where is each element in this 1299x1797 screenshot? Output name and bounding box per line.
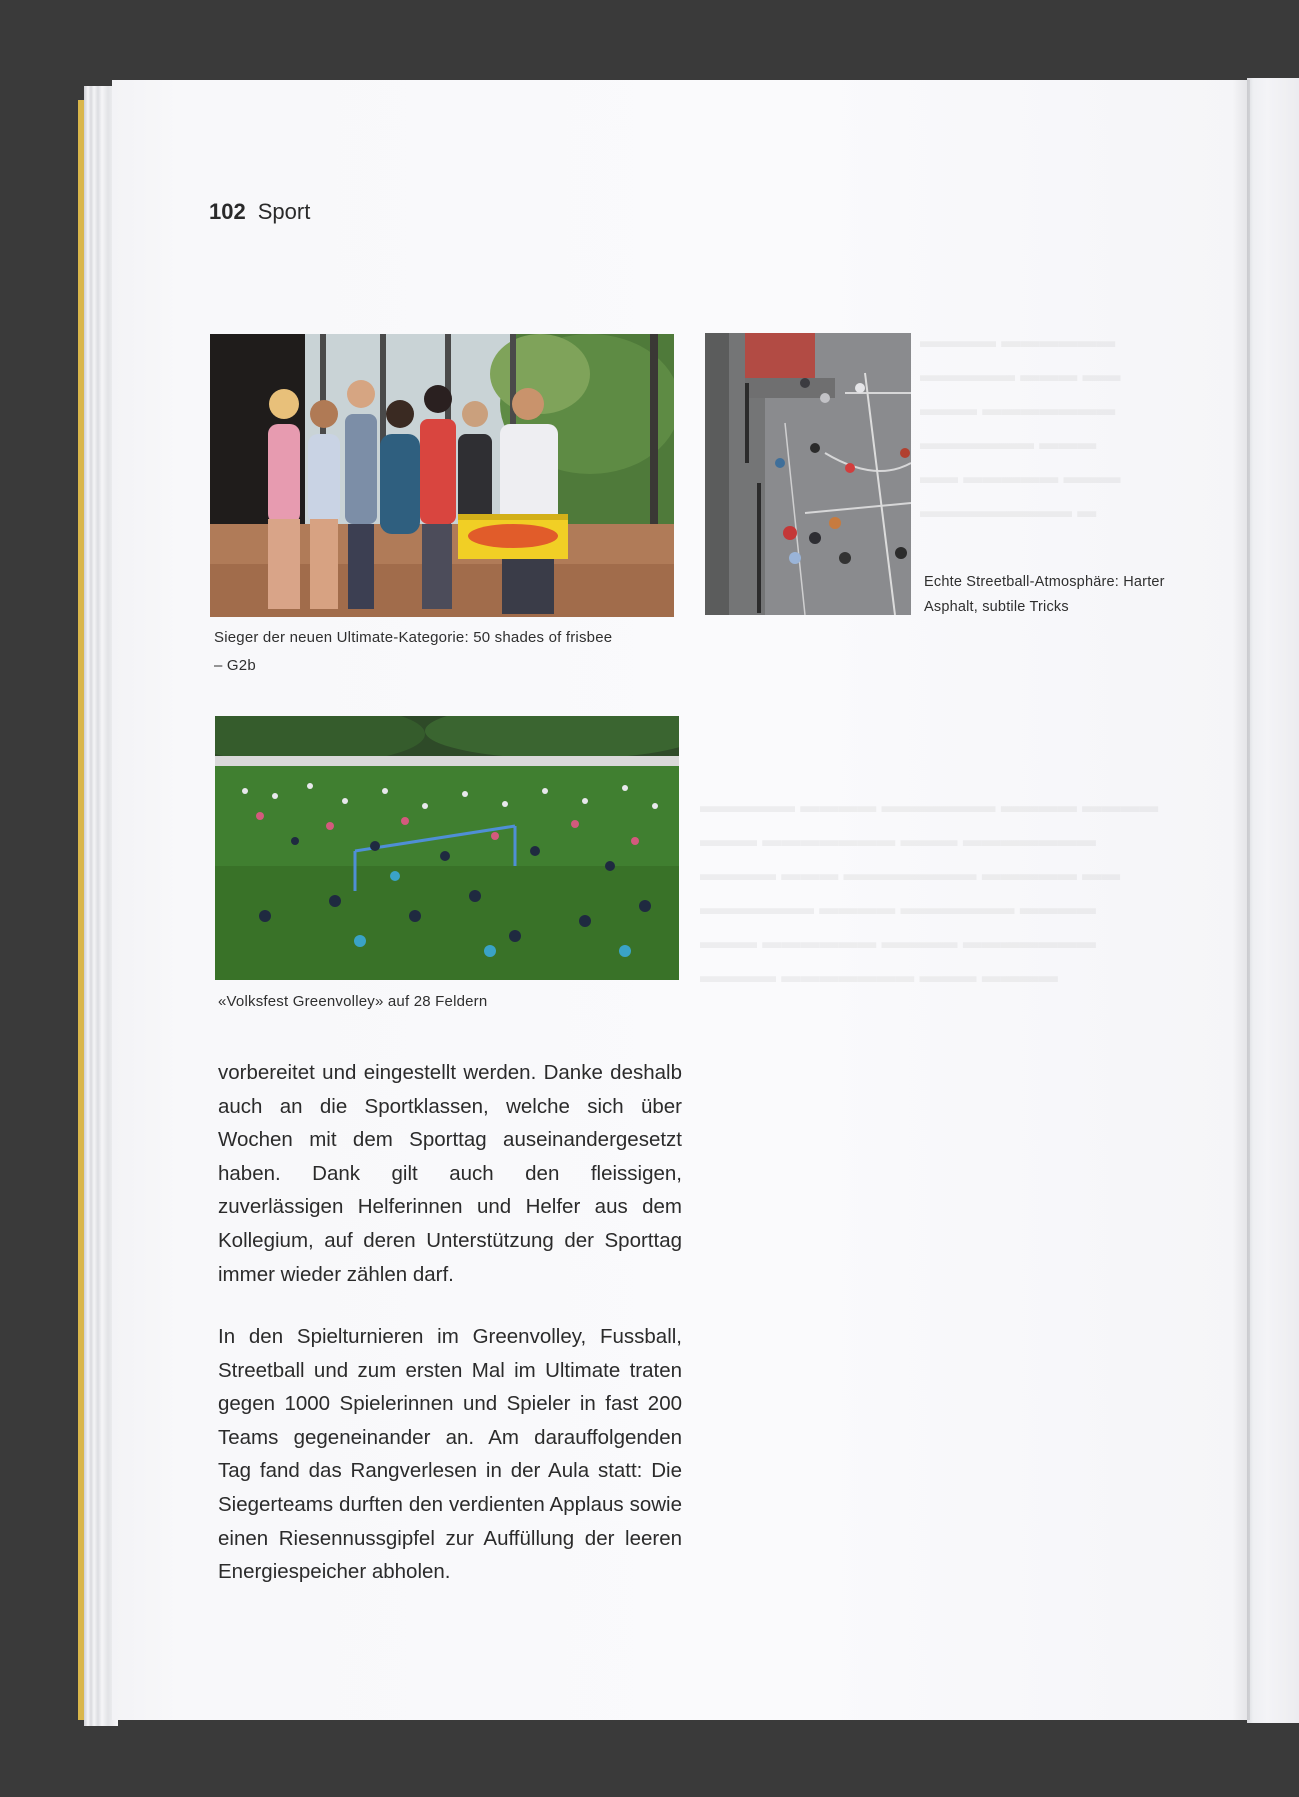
body-paragraph-1: vorbereitet und eingestellt werden. Danke deshalb auch an die Sportklassen, welche sich über Wochen mit dem Sporttag auseinandergesetzt haben. Dank gilt auch den fleissigen, zuverlässigen Helferinnen und Helfer aus dem Kollegium, auf deren Unterstützung der Sporttag immer wieder zählen darf. xyxy=(218,1061,682,1286)
greenvolley-photo-caption: «Volksfest Greenvolley» auf 28 Feldern xyxy=(218,993,488,1010)
facing-page-edge xyxy=(1247,78,1299,1723)
body-text xyxy=(218,1056,682,1291)
page-number: 102 xyxy=(209,199,246,224)
team-group-photo xyxy=(210,334,674,617)
bleed-through-text: ▬▬▬▬ ▬▬▬▬▬▬ ▬▬▬▬▬ ▬▬▬ ▬▬ ▬▬▬ ▬▬▬▬▬▬▬ ▬▬▬▬▬▬ ▬▬▬ ▬▬ ▬▬▬▬▬ ▬▬▬ ▬▬▬▬▬▬▬▬ ▬ xyxy=(920,331,1121,522)
team-photo-caption: Sieger der neuen Ultimate-Kategorie: 50 shades of frisbee – G2b xyxy=(214,629,613,674)
streetball-court-photo xyxy=(705,333,911,615)
spine-shadow xyxy=(1232,80,1250,1720)
running-header xyxy=(209,199,310,225)
section-title: Sport xyxy=(257,199,311,224)
bleed-through-text-2: ▬▬▬▬▬ ▬▬▬▬ ▬▬▬▬▬▬ ▬▬▬▬ ▬▬▬▬ ▬▬▬ ▬▬▬▬▬▬▬ ▬▬▬ ▬▬▬▬▬▬▬ ▬▬▬▬ ▬▬▬ ▬▬▬▬▬▬▬ ▬▬▬▬▬ ▬▬ ▬▬▬▬▬▬ ▬▬▬▬ ▬▬▬▬▬▬ ▬▬▬▬ ▬▬▬ ▬▬▬▬▬▬ ▬▬▬▬ ▬▬▬▬▬▬▬ ▬▬▬▬ ▬▬▬▬▬▬▬ ▬▬▬ ▬▬▬▬ xyxy=(700,796,1159,987)
body-text-2 xyxy=(218,1320,682,1589)
streetball-photo-caption: Echte Streetball-Atmosphäre: Harter Asphalt, subtile Tricks xyxy=(924,574,1165,615)
greenvolley-field-photo xyxy=(215,716,679,980)
body-paragraph-2: In den Spielturnieren im Greenvolley, Fussball, Streetball und zum ersten Mal im Ultimate traten gegen 1000 Spielerinnen und Spieler in fast 200 Teams gegeneinander an. Am darauffolgenden Tag fand das Rangverlesen in der Aula statt: Die Siegerteams durften den verdienten Applaus sowie einen Riesennussgipfel zur Auffüllung der leeren Energiespeicher abholen. xyxy=(218,1325,682,1584)
